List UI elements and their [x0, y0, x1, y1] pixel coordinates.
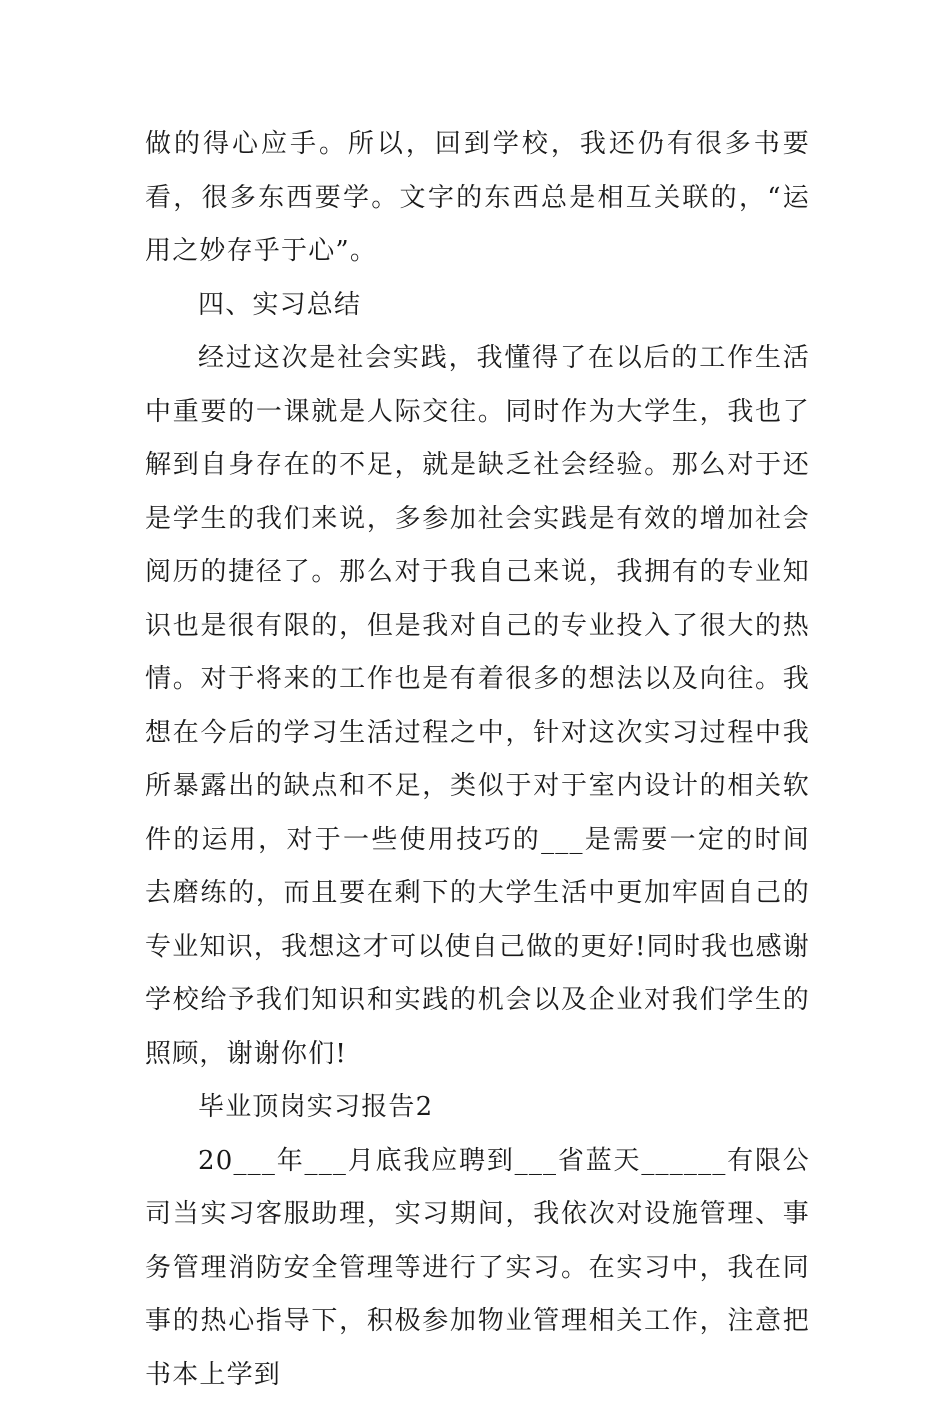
paragraph-continuation: 做的得心应手。所以，回到学校，我还仍有很多书要看，很多东西要学。文字的东西总是相互关联的，“运用之妙存乎于心”。 [145, 118, 810, 279]
paragraph-report-2-body: 20___年___月底我应聘到___省蓝天______有限公司当实习客服助理，实习期间，我依次对设施管理、事务管理消防安全管理等进行了实习。在实习中，我在同事的热心指导下，积极参加物业管理相关工作，注意把书本上学到 [145, 1135, 810, 1402]
section-heading-internship-summary: 四、实习总结 [145, 279, 810, 333]
report-title-2: 毕业顶岗实习报告2 [145, 1081, 810, 1135]
paragraph-summary-body: 经过这次是社会实践，我懂得了在以后的工作生活中重要的一课就是人际交往。同时作为大学生，我也了解到自身存在的不足，就是缺乏社会经验。那么对于还是学生的我们来说，多参加社会实践是有效的增加社会阅历的捷径了。那么对于我自己来说，我拥有的专业知识也是很有限的，但是我对自己的专业投入了很大的热情。对于将来的工作也是有着很多的想法以及向往。我想在今后的学习生活过程之中，针对这次实习过程中我所暴露出的缺点和不足，类似于对于室内设计的相关软件的运用，对于一些使用技巧的___是需要一定的时间去磨练的，而且要在剩下的大学生活中更加牢固自己的专业知识，我想这才可以使自己做的更好!同时我也感谢学校给予我们知识和实践的机会以及企业对我们学生的照顾，谢谢你们! [145, 332, 810, 1081]
document-page [145, 118, 810, 1402]
